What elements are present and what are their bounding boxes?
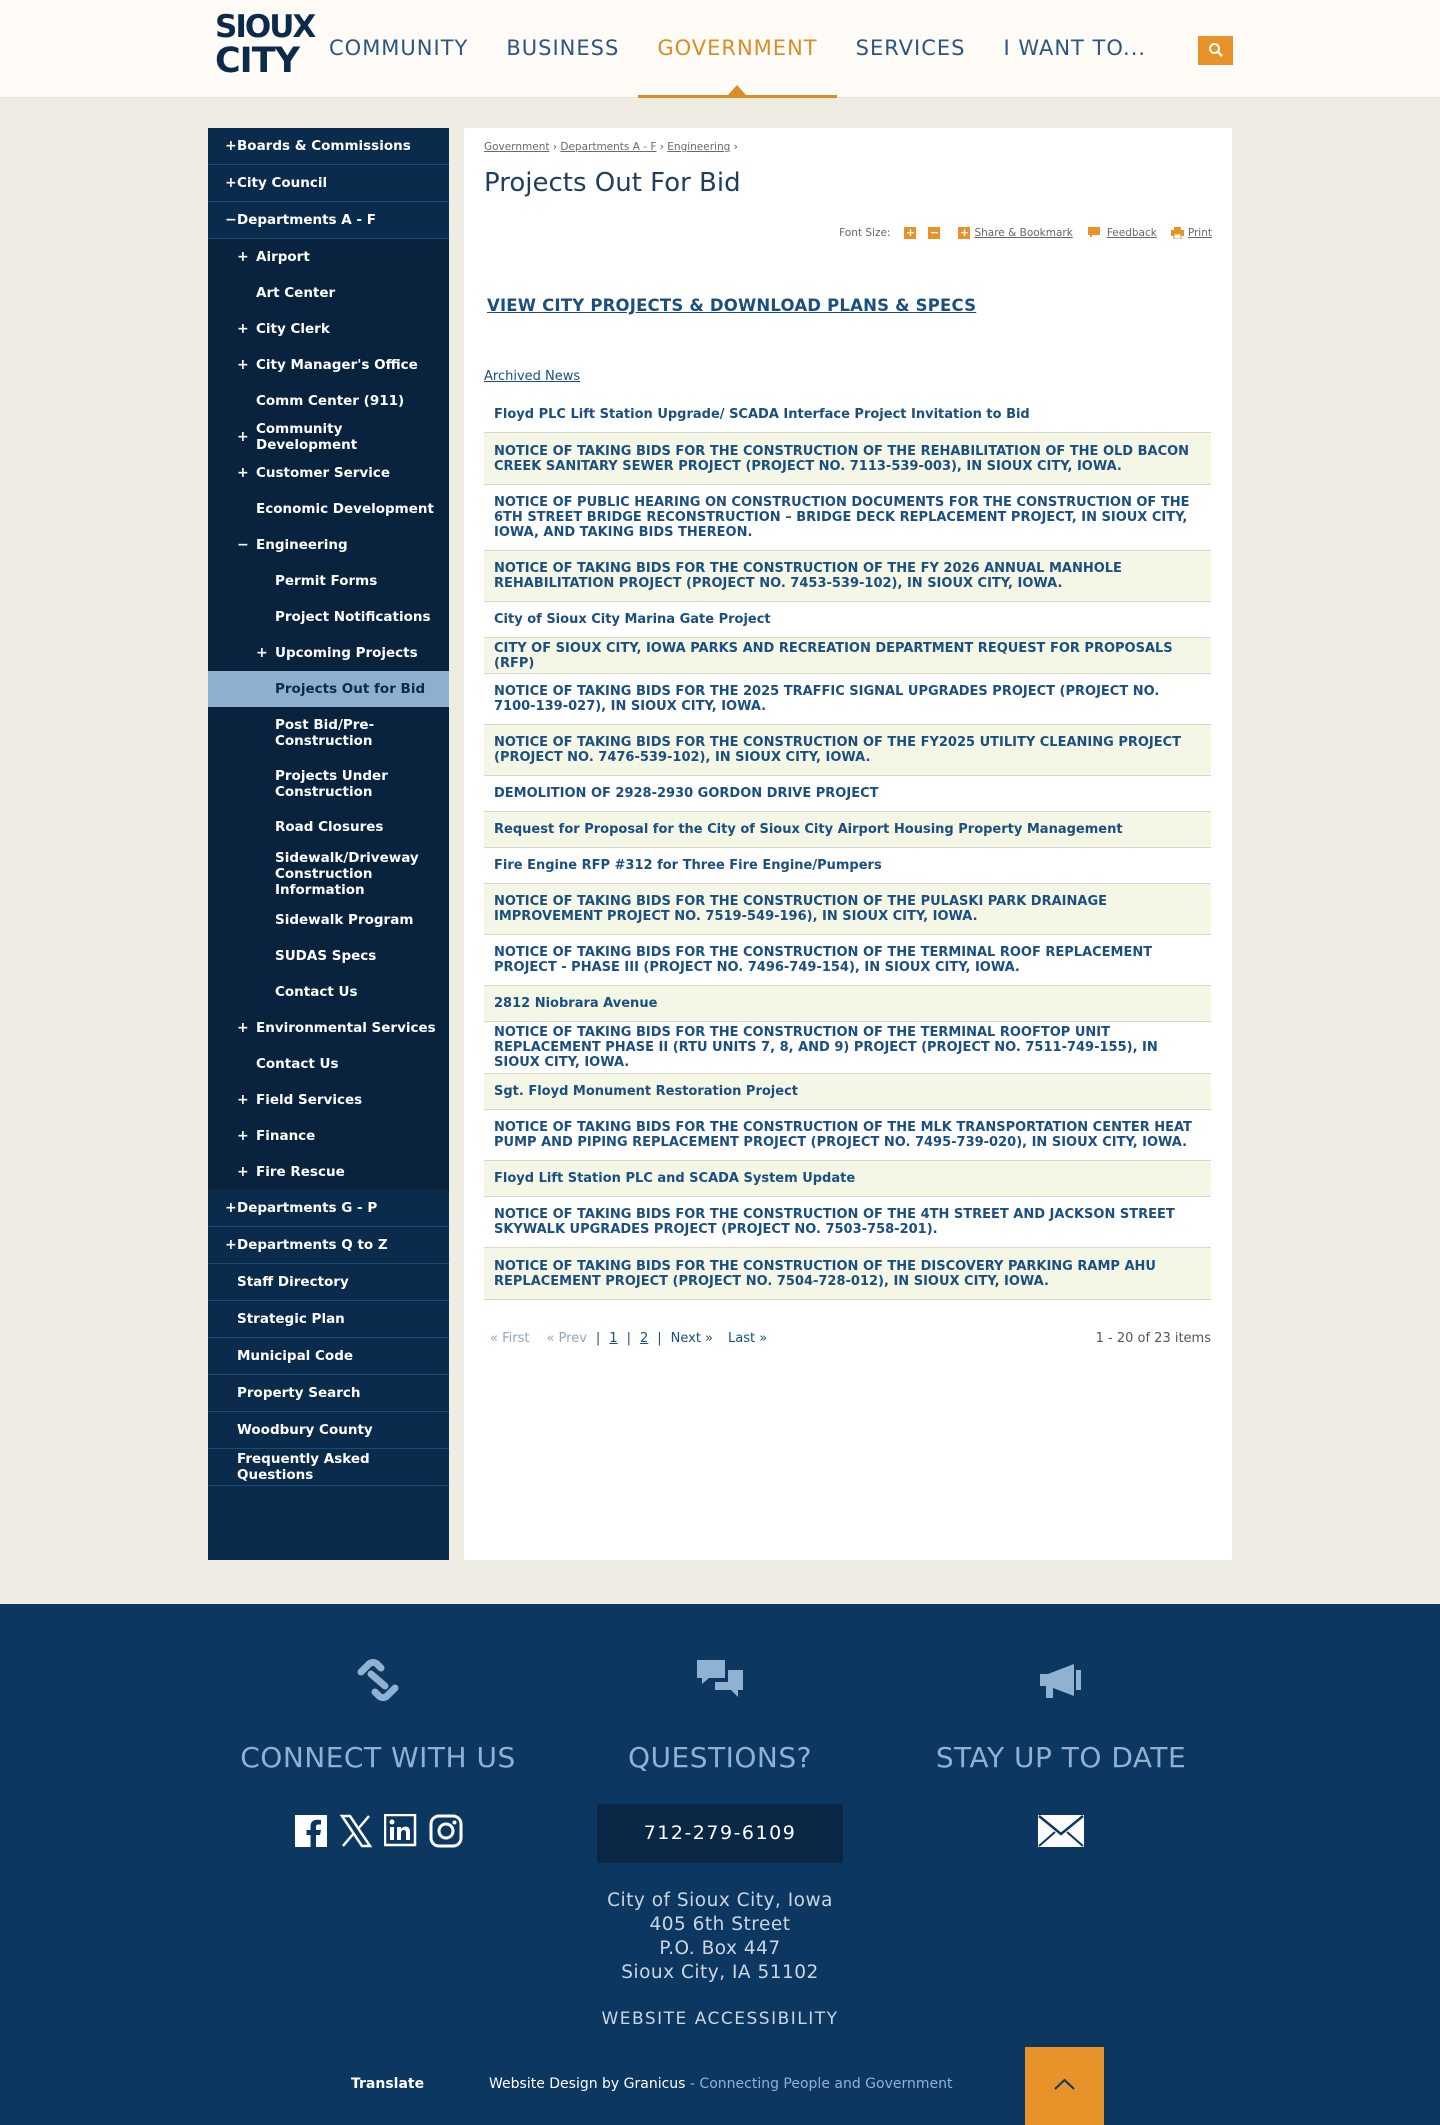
sidebar-item-label: Art Center — [256, 285, 336, 301]
sidebar-item-label: Strategic Plan — [237, 1311, 345, 1327]
website-accessibility-link[interactable]: WEBSITE ACCESSIBILITY — [601, 2009, 839, 2029]
sidebar-item-label: Finance — [256, 1128, 316, 1144]
expand-icon[interactable]: + — [237, 1020, 249, 1036]
instagram-icon[interactable] — [429, 1814, 463, 1848]
list-item[interactable]: NOTICE OF PUBLIC HEARING ON CONSTRUCTION DOCUMENTS FOR THE CONSTRUCTION OF THE 6TH STREET BRIDGE RECONSTRUCTION – BRIDGE DECK REPLACEMENT PROJECT, IN SIOUX CITY, IOWA, AND TAKING BIDS THEREON. — [484, 485, 1211, 551]
nav-business[interactable]: BUSINESS — [506, 36, 620, 60]
sidebar-item[interactable] — [208, 845, 449, 902]
linkedin-icon[interactable] — [384, 1814, 418, 1848]
expand-icon[interactable]: + — [237, 321, 249, 337]
list-item[interactable]: Floyd PLC Lift Station Upgrade/ SCADA Interface Project Invitation to Bid — [484, 397, 1211, 433]
sidebar-item-label: Departments A - F — [237, 212, 376, 228]
expand-icon[interactable]: + — [237, 1164, 249, 1180]
list-item[interactable]: 2812 Niobrara Avenue — [484, 986, 1211, 1022]
sidebar-item-label: Contact Us — [275, 984, 358, 1000]
pager-count: 1 - 20 of 23 items — [1095, 1331, 1211, 1346]
sidebar-item[interactable] — [208, 1082, 449, 1118]
sidebar-item[interactable] — [208, 239, 449, 275]
sidebar-item-label: SUDAS Specs — [275, 948, 377, 964]
list-item[interactable]: Request for Proposal for the City of Sioux City Airport Housing Property Management — [484, 812, 1211, 848]
sidebar-item[interactable] — [208, 809, 449, 845]
address-block — [520, 1889, 920, 1985]
expand-icon[interactable]: + — [237, 465, 249, 481]
sidebar-item[interactable] — [208, 599, 449, 635]
list-item[interactable]: NOTICE OF TAKING BIDS FOR THE CONSTRUCTION OF THE TERMINAL ROOFTOP UNIT REPLACEMENT PHASE II (RTU UNITS 7, 8, AND 9) PROJECT (PROJECT NO. 7511-749-155), IN SIOUX CITY, IOWA. — [484, 1022, 1211, 1074]
feedback-link[interactable]: Feedback — [1106, 226, 1157, 239]
sidebar-item-label: Sidewalk Program — [275, 912, 414, 928]
sidebar-item-label: Customer Service — [256, 465, 390, 481]
sidebar-item[interactable] — [208, 491, 449, 527]
sidebar-item[interactable] — [208, 383, 449, 419]
sidebar-item-label: Property Search — [237, 1385, 361, 1401]
sidebar-item[interactable] — [208, 1264, 449, 1301]
sidebar-item-label: Comm Center (911) — [256, 393, 405, 409]
list-item[interactable]: NOTICE OF TAKING BIDS FOR THE 2025 TRAFFIC SIGNAL UPGRADES PROJECT (PROJECT NO. 7100-139-027), IN SIOUX CITY, IOWA. — [484, 674, 1211, 725]
list-item[interactable]: NOTICE OF TAKING BIDS FOR THE CONSTRUCTION OF THE DISCOVERY PARKING RAMP AHU REPLACEMENT PROJECT (PROJECT NO. 7504-728-012), IN SIOUX CITY, IOWA. — [484, 1248, 1211, 1300]
back-to-top-button[interactable] — [1025, 2047, 1104, 2125]
sidebar-item[interactable] — [208, 938, 449, 974]
expand-icon[interactable]: + — [256, 645, 268, 661]
search-icon — [1208, 42, 1224, 58]
site-header — [0, 0, 1440, 98]
address-line: Sioux City, IA 51102 — [621, 1962, 819, 1983]
sidebar-item[interactable] — [208, 419, 449, 455]
sidebar-item-label: Environmental Services — [256, 1020, 436, 1036]
sidebar-item-label: Engineering — [256, 537, 348, 553]
share-bookmark-link[interactable]: Share & Bookmark — [974, 226, 1073, 239]
breadcrumb: Government › Departments A - F › Engineering › — [484, 141, 738, 153]
phone-number[interactable]: 712-279-6109 — [597, 1804, 843, 1863]
print-icon — [1171, 227, 1184, 239]
expand-icon[interactable]: + — [225, 1200, 237, 1216]
granicus-link[interactable]: Website Design by Granicus — [489, 2076, 686, 2092]
font-size-label: Font Size: — [839, 226, 891, 239]
address-line: 405 6th Street — [649, 1914, 791, 1935]
view-city-projects-link[interactable]: VIEW CITY PROJECTS & DOWNLOAD PLANS & SPECS — [487, 296, 977, 315]
sioux-city-logo[interactable] — [215, 9, 315, 86]
feedback-icon — [1087, 226, 1101, 239]
granicus-tagline: - Connecting People and Government — [685, 2076, 953, 2092]
print-link[interactable]: Print — [1187, 226, 1212, 239]
list-item[interactable]: Floyd Lift Station PLC and SCADA System Update — [484, 1161, 1211, 1197]
breadcrumb-departments[interactable]: Departments A - F — [560, 141, 657, 153]
main-content — [464, 128, 1232, 1560]
logo-line2: CITY — [215, 41, 299, 81]
news-list — [484, 397, 1211, 1300]
sidebar-item-label: Fire Rescue — [256, 1164, 345, 1180]
sidebar-item-label: City Manager's Office — [256, 357, 418, 373]
list-item[interactable]: Sgt. Floyd Monument Restoration Project — [484, 1074, 1211, 1110]
list-item[interactable]: Fire Engine RFP #312 for Three Fire Engine/Pumpers — [484, 848, 1211, 884]
link-icon — [353, 1656, 403, 1704]
main-nav — [310, 0, 1165, 98]
address-line: P.O. Box 447 — [659, 1938, 781, 1959]
list-item[interactable]: NOTICE OF TAKING BIDS FOR THE CONSTRUCTION OF THE MLK TRANSPORTATION CENTER HEAT PUMP AND PIPING REPLACEMENT PROJECT (PROJECT NO. 7495-739-020), IN SIOUX CITY, IOWA. — [484, 1110, 1211, 1161]
social-links — [278, 1814, 478, 1848]
connect-title: CONNECT WITH US — [240, 1741, 516, 1774]
sidebar-item[interactable] — [208, 671, 449, 707]
expand-icon[interactable]: + — [237, 429, 249, 445]
page-tools — [839, 226, 1212, 239]
sidebar-item[interactable] — [208, 1449, 449, 1486]
sidebar-item[interactable] — [208, 1375, 449, 1412]
facebook-icon[interactable] — [294, 1814, 328, 1848]
sidebar-item-label: Projects Under Construction — [275, 767, 388, 800]
sidebar-item-label: Departments Q to Z — [237, 1237, 388, 1253]
nav-government[interactable]: GOVERNMENT — [638, 0, 836, 98]
sidebar-item[interactable] — [208, 311, 449, 347]
pager-page-1[interactable]: 1 — [609, 1331, 618, 1346]
sidebar-item-label: Post Bid/Pre-Construction — [275, 716, 375, 749]
sidebar-item-label: Boards & Commissions — [237, 138, 411, 154]
expand-icon[interactable]: + — [237, 1092, 249, 1108]
expand-icon[interactable]: + — [225, 1237, 237, 1253]
address-line: City of Sioux City, Iowa — [607, 1890, 833, 1911]
sidebar-item-label: Road Closures — [275, 819, 384, 835]
sidebar-item-label: Frequently Asked Questions — [237, 1451, 370, 1483]
sidebar-item[interactable] — [208, 974, 449, 1010]
list-item[interactable]: NOTICE OF TAKING BIDS FOR THE CONSTRUCTION OF THE 4TH STREET AND JACKSON STREET SKYWALK UPGRADES PROJECT (PROJECT NO. 7503-758-201). — [484, 1197, 1211, 1248]
font-decrease-icon[interactable]: − — [929, 225, 940, 239]
pagination: « First « Prev | 1 | 2 | Next » Last » 1 - 20 of 23 items — [490, 1331, 1211, 1346]
expand-icon[interactable]: + — [237, 357, 249, 373]
sidebar-item[interactable] — [208, 347, 449, 383]
stay-title: STAY UP TO DATE — [935, 1741, 1187, 1774]
sidebar-item[interactable] — [208, 128, 449, 165]
x-twitter-icon[interactable] — [339, 1814, 373, 1848]
sidebar-item-label: Staff Directory — [237, 1274, 349, 1290]
sidebar-item-label: City Clerk — [256, 321, 330, 337]
sidebar-item-label: Departments G - P — [237, 1200, 378, 1216]
expand-icon[interactable]: + — [225, 138, 237, 154]
sidebar-item-label: Airport — [256, 249, 310, 265]
logo-line1: SIOUX — [215, 9, 315, 45]
nav-i-want-to[interactable]: I WANT TO... — [1003, 36, 1147, 60]
sidebar-item-label: Economic Development — [256, 501, 434, 517]
sidebar-item-label: Municipal Code — [237, 1348, 354, 1364]
sidebar-item-label: Contact Us — [256, 1056, 339, 1072]
pager-last[interactable]: Last » — [728, 1331, 768, 1346]
list-item[interactable]: NOTICE OF TAKING BIDS FOR THE CONSTRUCTION OF THE FY2025 UTILITY CLEANING PROJECT (PROJECT NO. 7476-539-102), IN SIOUX CITY, IOWA. — [484, 725, 1211, 776]
site-footer — [0, 1604, 1440, 2125]
pager-page-2[interactable]: 2 — [639, 1331, 649, 1346]
sidebar-item-label: Project Notifications — [275, 609, 431, 625]
sidebar-item[interactable] — [208, 1046, 449, 1082]
search-button[interactable] — [1198, 36, 1233, 65]
email-icon[interactable] — [1037, 1814, 1085, 1848]
expand-icon[interactable]: + — [225, 175, 237, 191]
list-item[interactable]: NOTICE OF TAKING BIDS FOR THE CONSTRUCTION OF THE REHABILITATION OF THE OLD BACON CREEK SANITARY SEWER PROJECT (PROJECT NO. 7113-539-003), IN SIOUX CITY, IOWA. — [484, 433, 1211, 485]
list-item[interactable]: City of Sioux City Marina Gate Project — [484, 602, 1211, 638]
pager-prev[interactable]: « Prev — [546, 1331, 587, 1346]
sidebar-item[interactable] — [208, 635, 449, 671]
expand-icon[interactable]: + — [237, 249, 249, 265]
sidebar-item[interactable] — [208, 707, 449, 758]
expand-icon[interactable]: + — [237, 1128, 249, 1144]
sidebar-item[interactable] — [208, 165, 449, 202]
chat-bubbles-icon — [695, 1656, 745, 1704]
sidebar-item[interactable] — [208, 1010, 449, 1046]
sidebar-item[interactable] — [208, 1412, 449, 1449]
sidebar-item-label: Projects Out for Bid — [275, 681, 426, 697]
sidebar-item-label: Permit Forms — [275, 573, 378, 589]
nav-services[interactable]: SERVICES — [855, 36, 966, 60]
questions-title: QUESTIONS? — [628, 1741, 812, 1774]
sidebar-item[interactable] — [208, 1118, 449, 1154]
sidebar-item-label: Field Services — [256, 1092, 363, 1108]
sidebar-item[interactable] — [208, 758, 449, 809]
sidebar-item[interactable] — [208, 902, 449, 938]
share-icon: + — [959, 225, 970, 239]
list-item[interactable]: NOTICE OF TAKING BIDS FOR THE CONSTRUCTION OF THE TERMINAL ROOF REPLACEMENT PROJECT - PHASE III (PROJECT NO. 7496-749-154), IN SIOUX CITY, IOWA. — [484, 935, 1211, 986]
collapse-icon[interactable]: − — [225, 212, 237, 228]
breadcrumb-engineering[interactable]: Engineering — [667, 141, 731, 153]
collapse-icon[interactable]: − — [237, 537, 249, 553]
sidebar-item-label: Sidewalk/Driveway Construction Information — [275, 849, 419, 898]
breadcrumb-government[interactable]: Government — [484, 141, 550, 153]
list-item[interactable]: CITY OF SIOUX CITY, IOWA PARKS AND RECREATION DEPARTMENT REQUEST FOR PROPOSALS (RFP) — [484, 638, 1211, 674]
font-increase-icon[interactable]: + — [905, 225, 916, 239]
sidebar-item[interactable] — [208, 1227, 449, 1264]
sidebar-item[interactable] — [208, 1190, 449, 1227]
page-title: Projects Out For Bid — [484, 168, 741, 198]
sidebar-item-label: City Council — [237, 175, 328, 191]
sidebar-item[interactable] — [208, 455, 449, 491]
list-item[interactable]: NOTICE OF TAKING BIDS FOR THE CONSTRUCTION OF THE PULASKI PARK DRAINAGE IMPROVEMENT PROJECT NO. 7519-549-196), IN SIOUX CITY, IOWA. — [484, 884, 1211, 935]
sidebar-item[interactable] — [208, 1154, 449, 1190]
sidebar-item[interactable] — [208, 202, 449, 239]
list-item[interactable]: DEMOLITION OF 2928-2930 GORDON DRIVE PROJECT — [484, 776, 1211, 812]
granicus-credit — [489, 2076, 952, 2092]
pager-next[interactable]: Next » — [670, 1331, 714, 1346]
nav-community[interactable]: COMMUNITY — [329, 36, 469, 60]
sidebar-item[interactable] — [208, 527, 449, 563]
list-item[interactable]: NOTICE OF TAKING BIDS FOR THE CONSTRUCTION OF THE FY 2026 ANNUAL MANHOLE REHABILITATION PROJECT (PROJECT NO. 7453-539-102), IN SIOUX CITY, IOWA. — [484, 551, 1211, 602]
sidebar-item[interactable] — [208, 1338, 449, 1375]
sidebar-item-label: Community Development — [256, 421, 358, 453]
chevron-up-icon — [1025, 2047, 1104, 2125]
sidebar-item-label: Upcoming Projects — [275, 645, 418, 661]
translate-link[interactable]: Translate — [351, 2076, 425, 2092]
archived-news-link[interactable]: Archived News — [484, 369, 581, 384]
sidebar-nav — [208, 128, 449, 1560]
pager-first[interactable]: « First — [490, 1331, 530, 1346]
megaphone-icon — [1036, 1656, 1086, 1704]
sidebar-item[interactable] — [208, 1301, 449, 1338]
sidebar-item[interactable] — [208, 275, 449, 311]
sidebar-item-label: Woodbury County — [237, 1422, 373, 1438]
sidebar-item[interactable] — [208, 563, 449, 599]
